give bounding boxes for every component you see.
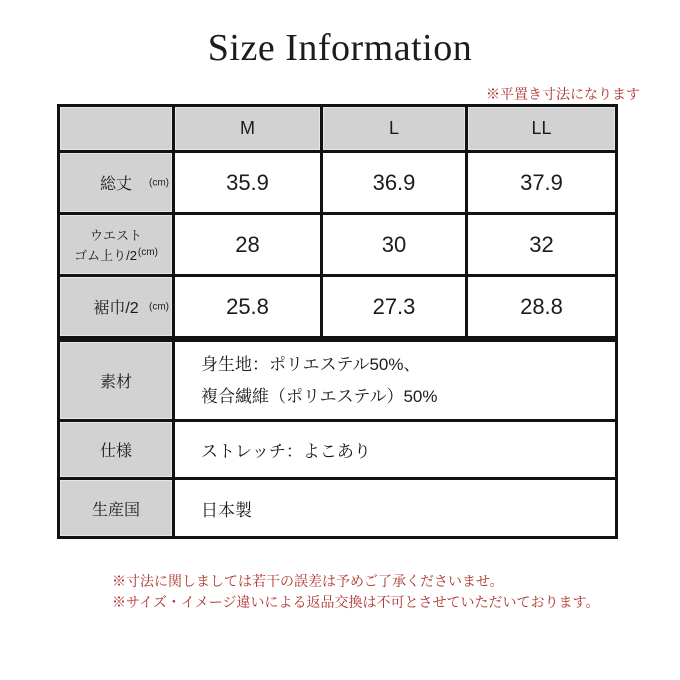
- detail-row-country: [59, 479, 617, 538]
- value-waist-ll: 32: [467, 214, 617, 276]
- detail-row-material: [59, 341, 617, 421]
- value-total-length-m: 35.9: [174, 152, 322, 214]
- value-waist-m: 28: [174, 214, 322, 276]
- value-hem-l: 27.3: [322, 276, 467, 338]
- value-total-length-l: 36.9: [322, 152, 467, 214]
- material-line-2: 複合繊維（ポリエステル）50%: [201, 386, 438, 406]
- detail-label-material: 素材: [59, 341, 174, 421]
- row-label-text: 裾巾/2: [93, 300, 139, 318]
- disclaimer-line-1: ※寸法に関しましては若干の誤差は予めご了承くださいませ。: [112, 573, 504, 590]
- detail-label-country: 生産国: [59, 479, 174, 538]
- size-column-ll: LL: [467, 106, 617, 152]
- unit-cm: (cm): [137, 247, 158, 259]
- flat-measurement-note: ※平置き寸法になります: [486, 85, 640, 102]
- detail-label-spec: 仕様: [59, 421, 174, 479]
- size-column-l: L: [322, 106, 467, 152]
- unit-cm: (cm): [149, 301, 169, 313]
- disclaimer-notes: [112, 571, 680, 613]
- size-table: [57, 104, 618, 339]
- value-hem-m: 25.8: [174, 276, 322, 338]
- page-title: Size Information: [207, 27, 473, 69]
- unit-cm: (cm): [149, 177, 169, 189]
- size-table-header-row: [59, 106, 617, 152]
- size-row-waist: [59, 214, 617, 276]
- row-label-text-line2: ゴム上り/2: [74, 248, 137, 264]
- detail-table: [57, 339, 618, 539]
- disclaimer-line-2: ※サイズ・イメージ違いによる返品交換は不可とさせていただいております。: [112, 594, 600, 611]
- value-waist-l: 30: [322, 214, 467, 276]
- size-column-m: M: [174, 106, 322, 152]
- row-label-total-length: [59, 152, 174, 214]
- size-row-hem: [59, 276, 617, 338]
- material-line-1: 身生地：ポリエステル50%、: [201, 355, 421, 375]
- row-label-waist: [59, 214, 174, 276]
- row-label-hem: [59, 276, 174, 338]
- size-table-corner-cell: [59, 106, 174, 152]
- detail-row-spec: [59, 421, 617, 479]
- row-label-text: 総丈: [99, 176, 132, 194]
- value-hem-ll: 28.8: [467, 276, 617, 338]
- detail-value-country: 日本製: [174, 479, 617, 538]
- detail-value-material: [174, 341, 617, 421]
- value-total-length-ll: 37.9: [467, 152, 617, 214]
- size-row-total-length: [59, 152, 617, 214]
- row-label-text: ウエスト: [89, 227, 142, 243]
- detail-value-spec: ストレッチ：よこあり: [174, 421, 617, 479]
